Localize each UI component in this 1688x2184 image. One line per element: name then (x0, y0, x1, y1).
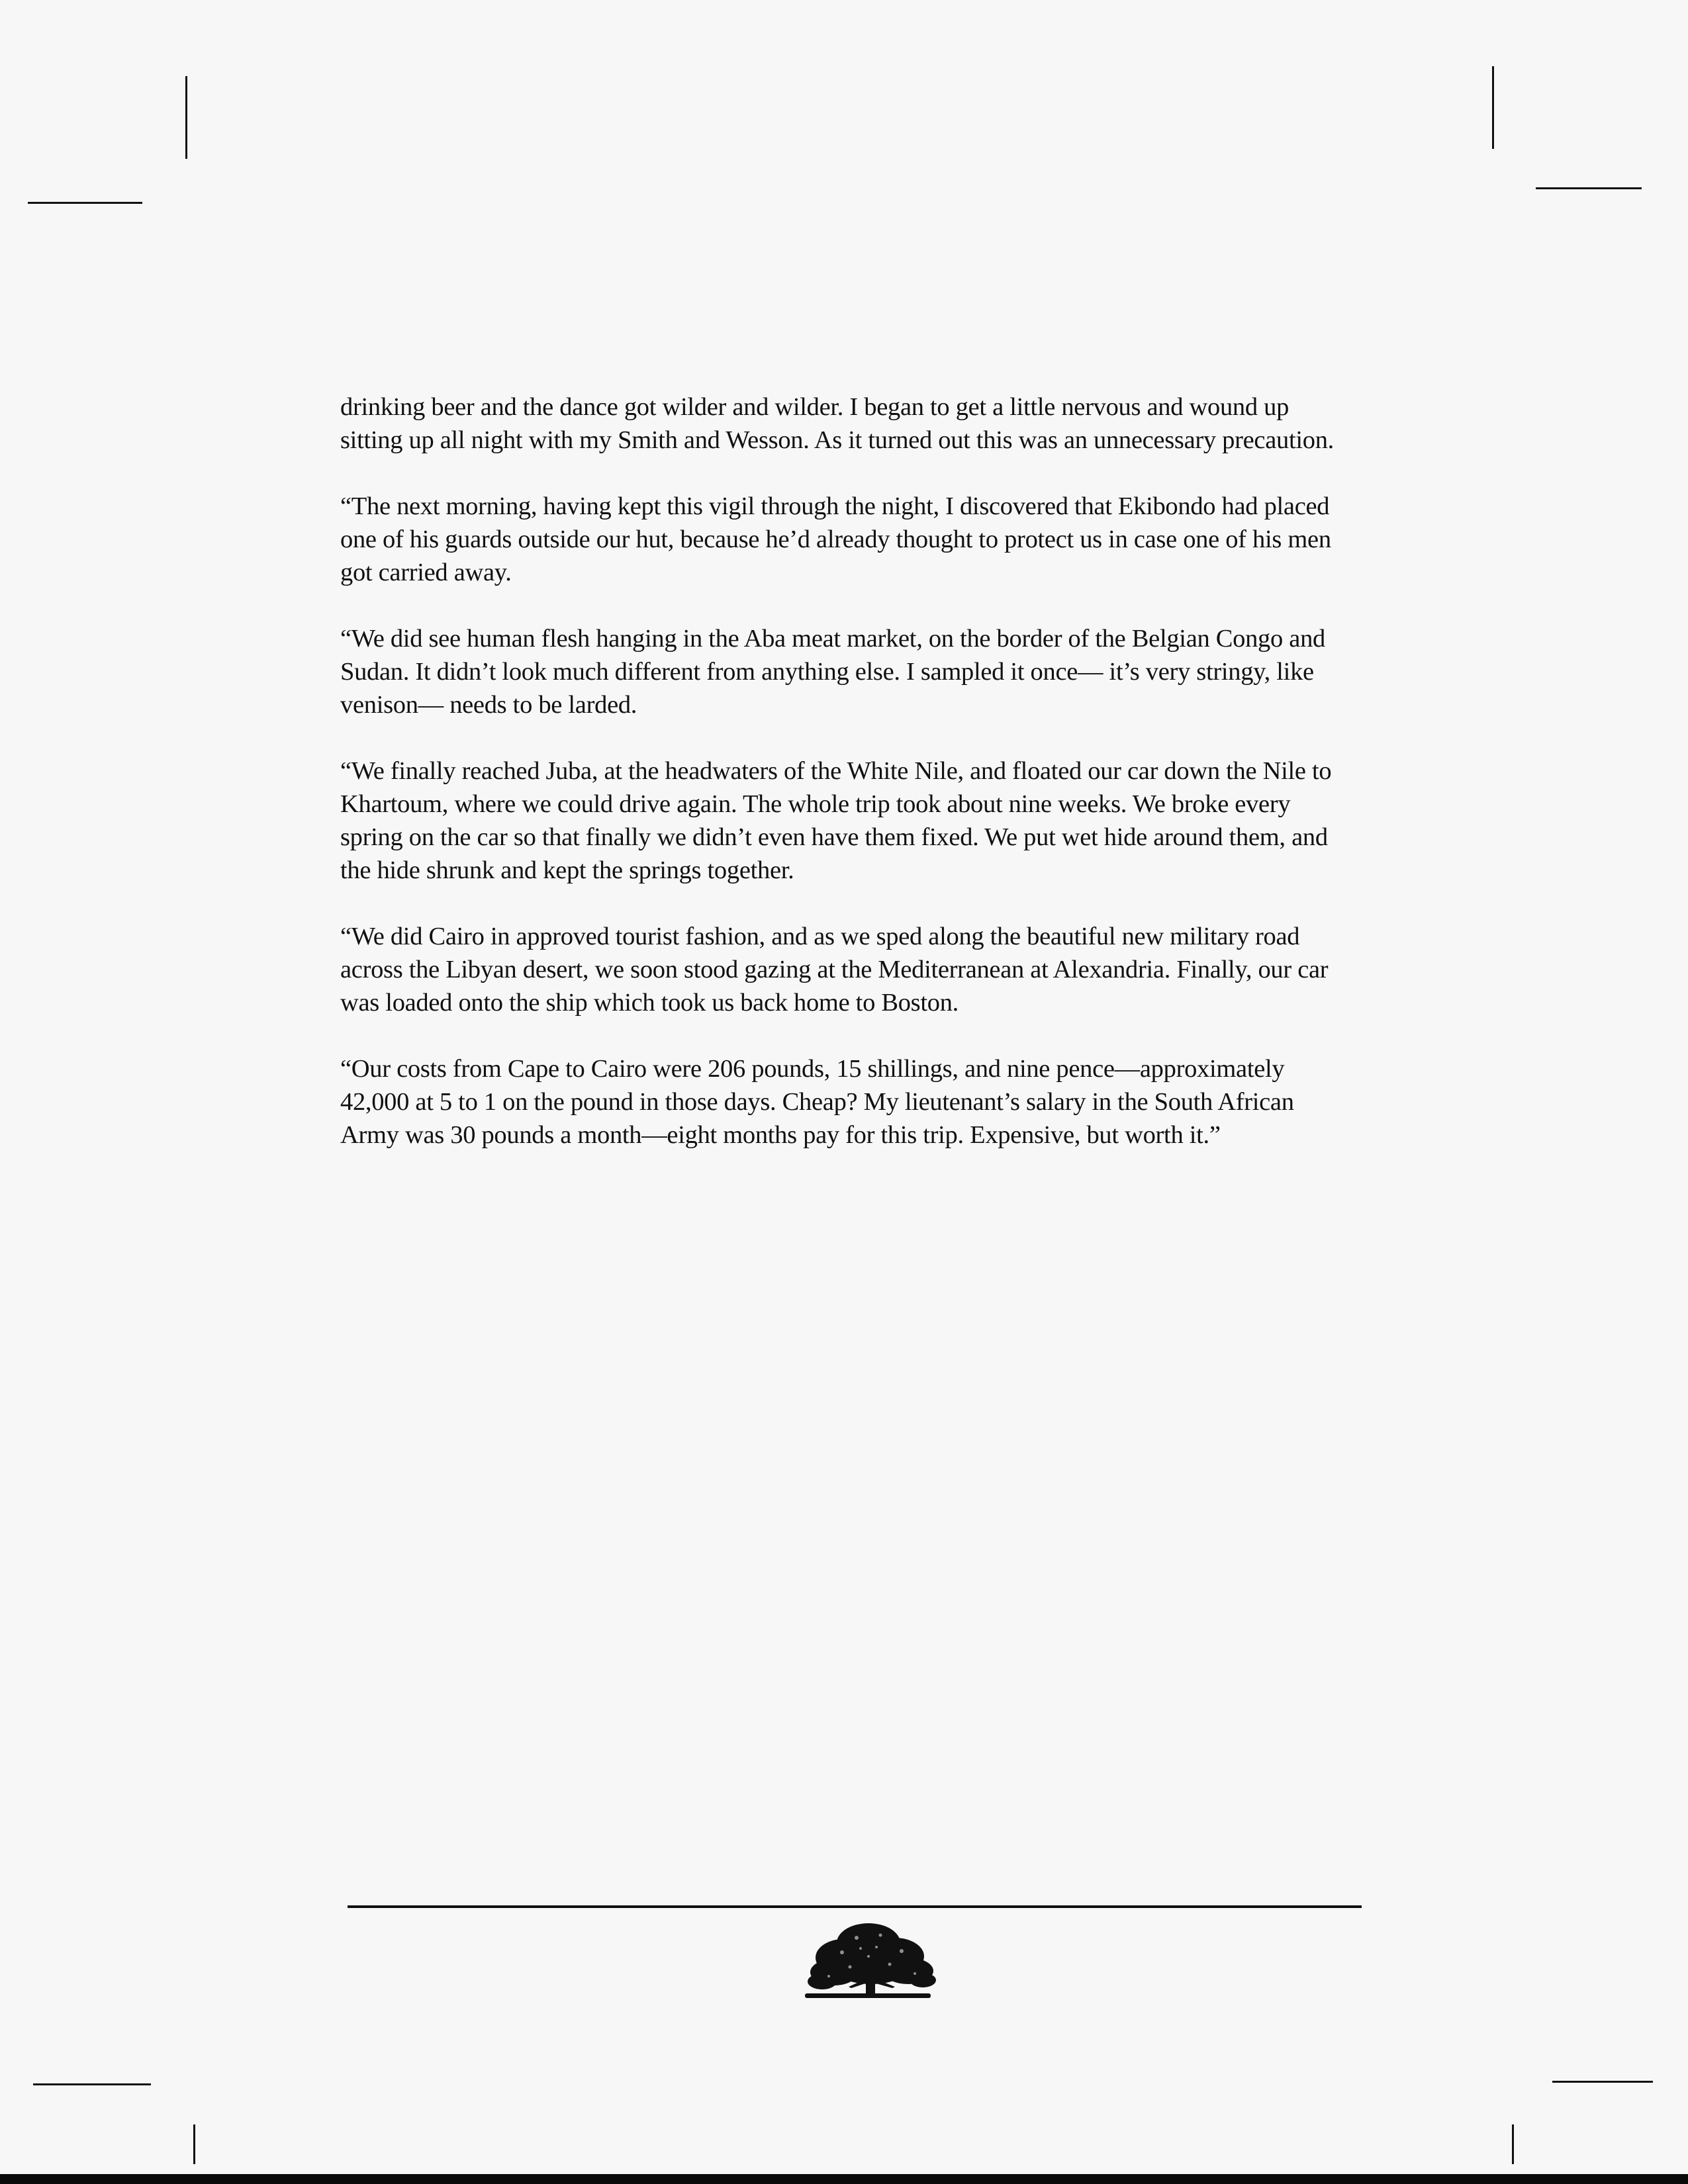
crop-mark-bottom-right-horizontal (1552, 2081, 1653, 2083)
crop-mark-top-right-horizontal (1536, 187, 1642, 189)
paragraph-5: “We did Cairo in approved tourist fashion, and as we sped along the beautiful new military road across the Libyan desert, we soon stood gazing at the Mediterranean at Alexandria. Finally, our car was loaded onto the ship which took us back home to Boston. (340, 923, 1329, 1017)
paragraph-3: “We did see human flesh hanging in the Aba meat market, on the border of the Belgian Congo and Sudan. It didn’t look much different from anything else. I sampled it once— it’s very stringy, like venison— needs to be larded. (340, 625, 1325, 719)
paragraph-1: drinking beer and the dance got wilder and wilder. I began to get a little nervous and wound up sitting up all night with my Smith and Wesson. As it turned out this was an unnecessary precaution. (340, 393, 1334, 454)
crop-mark-top-right-vertical (1492, 66, 1494, 149)
paragraph-2: “The next morning, having kept this vigil through the night, I discovered that Ekibondo had placed one of his guards outside our hut, because he’d already thought to protect us in case one of his men got carried away. (340, 492, 1331, 586)
document-body (340, 390, 1346, 1185)
crop-mark-top-left-vertical (185, 76, 187, 159)
paragraph-4: “We finally reached Juba, at the headwaters of the White Nile, and floated our car down the Nile to Khartoum, where we could drive again. The whole trip took about nine weeks. We broke every spring on the car so that finally we didn’t even have them fixed. We put wet hide around them, and the hide shrunk and kept the springs together. (340, 757, 1332, 884)
paragraph-6: “Our costs from Cape to Cairo were 206 pounds, 15 shillings, and nine pence—approximately 42,000 at 5 to 1 on the pound in those days. Cheap? My lieutenant’s salary in the South African Army was 30 pounds a month—eight months pay for this trip. Expensive, but worth it.” (340, 1055, 1294, 1149)
crop-mark-top-left-horizontal (28, 202, 142, 204)
footer-rule (348, 1905, 1362, 1908)
oak-tree-icon (802, 1918, 938, 2007)
crop-mark-bottom-right-vertical (1512, 2124, 1514, 2164)
crop-mark-bottom-left-vertical (193, 2124, 195, 2164)
crop-mark-bottom-left-horizontal (33, 2083, 151, 2085)
scan-edge-bar (0, 2174, 1688, 2184)
